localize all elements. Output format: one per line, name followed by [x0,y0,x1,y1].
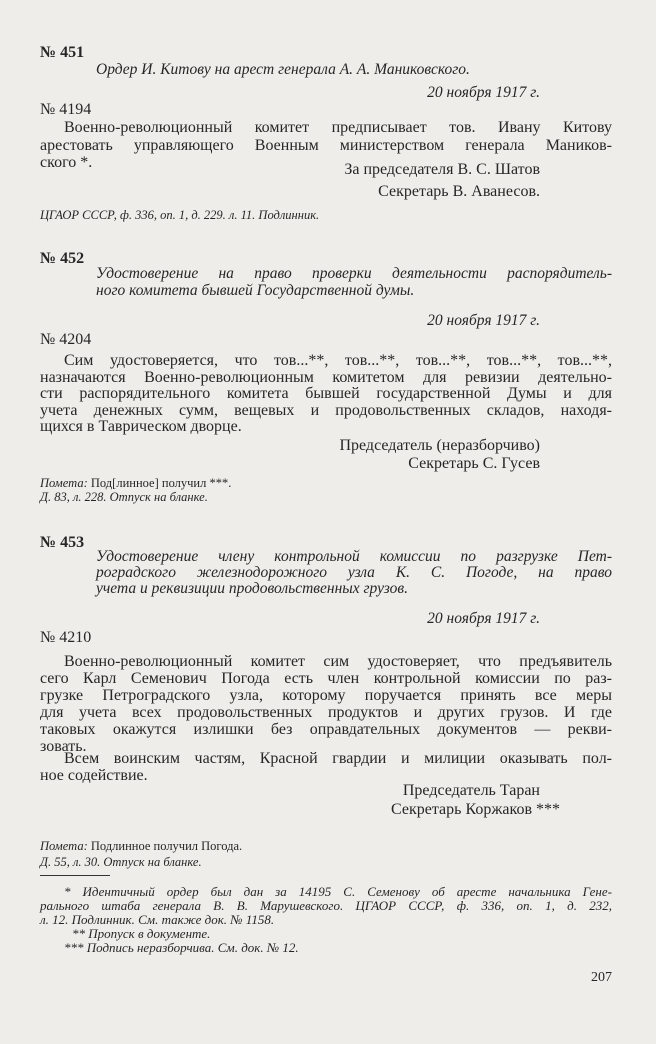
text-line: л. 12. Подлинник. См. также док. № 1158. [40,912,275,927]
footnote: *** Подпись неразборчива. См. док. № 12. [64,940,299,955]
footnote: ** Пропуск в документе. [72,926,211,941]
document-title [96,62,612,78]
signature-line: Секретарь Коржаков *** [391,801,560,818]
document-body [40,750,612,784]
footnote-divider [40,875,110,876]
archive-text: Д. 55, л. 30. Отпуск на бланке. [40,855,202,869]
signatures [339,437,540,472]
archive-note [40,838,242,870]
signatures [391,781,560,819]
signature-line: Председатель (неразборчиво) [339,437,540,454]
text-line: Удостоверение члену контрольной комиссии по разгрузке Пет- [96,548,612,565]
text-line: Военно-революционный комитет предписывает тов. Ивану Китову [64,119,612,136]
signature-line: За председателя В. С. Шатов [344,161,540,178]
text-line: Ордер И. Китову на арест генерала А. А. Маниковского. [96,61,470,78]
document-date: 20 ноября 1917 г. [427,610,540,627]
text-line: таковых окажутся излишки без оправдательных документов — рекви- [40,721,612,738]
text-line: * Идентичный ордер был дан за 14195 С. Семенову об аресте начальника Гене- [64,884,612,899]
registry-number: № 4194 [40,101,92,118]
text-line: Сим удостоверяется, что тов...**, тов...**, тов...**, тов...**, тов...**, [64,352,612,369]
document-body [40,653,612,755]
page-number: 207 [591,970,612,985]
text-line: сего Карл Семенович Погода есть член контрольной комиссии по раз- [40,670,612,687]
text-line: назначаются Военно-революционным комитетом для ревизии деятельно- [40,368,612,386]
document-title [96,549,612,597]
text-line: Военно-революционный комитет сим удостоверяет, что предъявитель [64,653,612,670]
document-date: 20 ноября 1917 г. [427,84,540,101]
text-line: учета и реквизиции продовольственных грузов. [96,580,408,597]
signatures [344,159,540,203]
registry-number: № 4204 [40,331,92,348]
text-line: для учета всех продовольственных продуктов и других грузов. И где [40,704,612,721]
document-title [96,265,612,299]
archive-text: Д. 83, л. 228. Отпуск на бланке. [40,490,208,504]
document-number: № 451 [40,44,85,61]
signature-line: Председатель Таран [402,782,540,799]
mark-text: Подлинное получил Погода. [87,839,243,853]
document-number: № 452 [40,250,85,267]
text-line: зовать. [40,738,87,755]
signature-line: Секретарь С. Гусев [408,454,540,472]
archive-note [40,476,231,504]
text-line: Удостоверение на право проверки деятельности распорядитель- [96,265,612,282]
archive-text: ЦГАОР СССР, ф. 336, оп. 1, д. 229. л. 11. Подлинник. [40,208,320,222]
text-line: учета денежных сумм, вещевых и продовольственных складов, находя- [40,401,612,419]
mark-label: Помета: [40,839,88,853]
text-line: ного комитета бывшей Государственной думы. [96,282,415,299]
document-body [40,353,612,436]
text-line: ского *. [40,154,93,171]
text-line: щихся в Таврическом дворце. [40,418,242,435]
signature-line: Секретарь В. Аванесов. [378,183,540,200]
text-line: рального штаба генерала В. В. Марушевского. ЦГАОР СССР, ф. 336, оп. 1, д. 232, [40,898,612,913]
text-line: грузке Петроградского узла, которому поручается принять все меры [40,687,612,704]
text-line: Всем воинским частям, Красной гвардии и милиции оказывать пол- [64,750,612,767]
footnote [40,885,612,927]
archive-reference [40,208,319,222]
text-line: сти распорядительного комитета бывшей государственной Думы и для [40,385,612,402]
registry-number: № 4210 [40,629,92,646]
document-date: 20 ноября 1917 г. [427,312,540,329]
text-line: ное содействие. [40,767,148,784]
text-line: арестовать управляющего Военным министерством генерала Маников- [40,136,612,154]
mark-label: Помета: [40,476,88,490]
text-line: роградского железнодорожного узла К. С. Погоде, на право [96,564,612,581]
mark-text: Под[линное] получил ***. [87,476,232,490]
document-number: № 453 [40,534,85,551]
